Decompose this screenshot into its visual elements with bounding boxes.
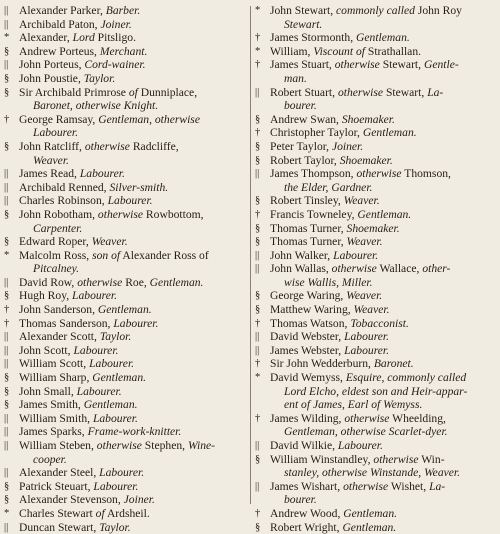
entry-marker: * [4,249,10,261]
person-name: William Sharp, [19,371,90,385]
list-item [255,45,496,59]
entry-description: Cord-wainer. [84,58,146,72]
list-item [4,357,254,371]
entry-marker: § [255,195,261,207]
person-name: Sir Archibald Primrose [19,85,126,99]
entry-marker: † [4,304,10,316]
list-item [255,235,496,249]
entry-continuation-line: ent of James, Earl of Wemyss. [284,398,423,412]
person-name: William Scott, [19,357,87,371]
entry-marker: § [255,304,261,316]
entry-marker: § [255,290,261,302]
entry-marker: || [4,18,9,30]
entry-marker: || [255,249,260,261]
entry-description: Shoemaker. [341,112,395,126]
entry-marker: || [255,86,260,98]
list-item [4,425,254,439]
person-name: John Walker, [270,248,331,262]
person-name: James Smith, [19,398,81,412]
entry-description: otherwise [356,167,402,181]
entry-description: otherwise [96,439,142,452]
list-item [4,344,254,358]
entry-marker: § [255,236,261,248]
entry-marker: || [4,521,9,533]
entry-marker: † [4,317,10,329]
entry-name-continuation: Thomson, [404,167,451,181]
entry-description: Gentleman. [92,371,147,385]
person-name: Andrew Swan, [270,112,339,126]
list-item [255,86,496,113]
list-item [255,371,496,398]
entry-marker: § [255,453,261,465]
entry-name-continuation: John Roy [417,4,462,17]
person-name: John Small, [19,384,74,398]
entry-continuation-line: bourer. [284,493,317,507]
person-name: John Sanderson, [19,303,95,317]
person-name: Malcolm Ross, [19,248,90,262]
person-name: Andrew Porteus, [19,44,97,58]
entry-marker: || [4,440,9,451]
person-name: Matthew Waring, [270,303,351,317]
entry-description: Gentleman. [342,520,397,534]
entry-name-continuation: Wishet, [390,479,427,493]
entry-description: Labourer. [73,343,119,357]
list-item [4,208,254,235]
entry-description: Gentleman. [83,398,138,412]
list-item [4,303,254,317]
person-name: Alexander Stevenson, [19,493,121,507]
person-name: James Read, [19,167,77,181]
list-item [4,439,254,466]
entry-description: Taylor. [99,520,131,534]
entry-description: son of [92,248,121,262]
list-item [4,18,254,32]
entry-marker: † [255,127,261,139]
person-name: James Sparks, [19,425,85,439]
person-name: Hugh Roy, [19,289,70,303]
entry-marker: § [4,385,10,397]
left-column [4,4,254,534]
entry-marker: § [4,372,10,384]
entry-continuation-line: Pitcalney. [33,262,80,276]
list-item [4,371,254,385]
entry-description: otherwise [337,85,384,99]
person-name: Robert Taylor, [270,153,337,167]
entry-description: Taylor. [99,330,132,344]
entry-description-continuation: other- [422,262,451,276]
entry-description: Labourer. [99,466,145,480]
person-name: William Winstandley, [270,452,371,466]
person-name: David Wemyss, [270,371,343,385]
entry-name-continuation: Roe, [125,275,147,289]
entry-name-continuation: Strathallan. [367,44,422,58]
person-name: Charles Stewart [19,506,93,520]
list-item [255,249,496,263]
entry-marker: § [255,154,261,166]
list-item [4,235,254,249]
entry-name-continuation: Pitsligo. [97,31,136,45]
entry-description: Gentleman. [362,126,417,140]
entry-marker: * [4,507,10,519]
entry-marker: § [4,208,10,220]
list-item [255,357,496,371]
entry-continuation-line: Lord Elcho, eldest son and Heir-appar- [284,384,468,398]
person-name: James Wishart, [270,479,341,493]
entry-description: Lord [72,31,95,45]
person-name: Archibald Renned, [19,180,107,194]
entry-description: Labourer. [72,289,118,303]
entry-description: Labourer. [93,479,139,493]
entry-description: Gentleman. [356,31,410,45]
entry-name-continuation: Win- [421,452,445,466]
list-item [255,289,496,303]
person-name: Alexander, [19,31,70,45]
entry-marker: * [255,372,261,384]
list-item [255,154,496,168]
person-name: Alexander Steel, [19,466,97,480]
list-item [255,4,496,31]
person-name: Robert Tinsley, [270,194,341,208]
entry-description: Weaver. [346,235,383,249]
entry-continuation-line: Stewart. [284,17,323,31]
entry-description: otherwise [344,411,390,425]
entry-marker: || [4,168,9,180]
entry-description: otherwise [373,452,419,466]
entry-continuation-line: Weaver. [33,153,69,167]
entry-marker: * [255,5,261,16]
entry-name-continuation: Wallace, [379,262,420,276]
entry-name-continuation: Rowbottom, [145,207,204,221]
entry-description: Weaver. [343,194,380,208]
entry-marker: || [4,331,9,343]
person-name: John Porteus, [19,58,82,72]
list-item [255,453,496,480]
entry-continuation-line: Gentleman, otherwise Scarlet-dyer. [284,425,448,439]
person-name: Edward Roper, [19,235,89,249]
entry-marker: || [255,263,260,275]
entry-continuation-line: wise Wallis, Miller. [284,275,373,289]
entry-description-continuation: Wine- [187,439,215,452]
person-name: George Ramsay, [19,112,96,126]
person-name: Thomas Watson, [270,316,348,330]
person-name: Andrew Wood, [270,506,341,520]
person-name: James Wilding, [270,411,342,425]
list-item [4,289,254,303]
entry-description: Shoemaker. [346,221,400,235]
entry-marker: † [255,317,261,329]
person-name: William Smith, [19,411,91,425]
entry-name-continuation: Stewart, [382,58,422,72]
entry-description: otherwise [331,262,377,276]
entry-name-continuation: Wheelding, [392,411,446,425]
entry-marker: || [4,358,9,370]
list-item [255,262,496,289]
entry-description: Viscount of [313,44,365,58]
entry-marker: || [255,344,260,356]
person-name: Francis Towneley, [270,207,355,221]
person-name: James Stormonth, [270,31,354,45]
list-item [255,167,496,194]
list-item [255,398,496,412]
entry-marker: § [255,521,261,533]
entry-marker: § [255,140,261,152]
entry-description: Joiner. [331,139,364,153]
list-item [255,317,496,331]
entry-description-continuation: La- [429,479,446,493]
person-name: John Robotham, [19,207,96,221]
person-name: Patrick Steuart, [19,479,91,493]
entry-marker: § [4,480,10,492]
entry-name-continuation: Stewart, [385,85,425,99]
person-name: David Wilkie, [270,439,336,452]
entry-description: Gentleman. [97,303,152,317]
entry-description: Weaver. [353,303,390,317]
list-item [255,344,496,358]
list-item [255,412,496,439]
entry-marker: † [255,412,261,424]
entry-marker: † [255,59,261,71]
entry-marker: || [255,480,260,492]
entry-name-continuation: Dunniplace, [140,85,198,99]
list-item [4,249,254,276]
entry-description: otherwise [77,275,123,289]
list-item [4,31,254,45]
entry-name-continuation: Alexander Ross of [122,248,209,262]
list-item [4,480,254,494]
list-item [255,507,496,521]
entry-description: Joiner. [123,493,155,507]
entry-continuation-line: Carpenter. [33,221,83,235]
person-name: James Stuart, [270,58,332,72]
list-item [4,521,254,534]
list-item [4,385,254,399]
list-item [4,72,254,86]
entry-description: Labourer. [344,343,390,357]
entry-marker: || [4,276,9,288]
person-name: David Row, [19,275,75,289]
entry-description: Weaver. [91,235,128,249]
entry-marker: || [4,467,9,479]
list-item [4,86,254,113]
list-item [4,412,254,426]
entry-marker: § [4,72,10,84]
person-name: James Webster, [270,343,342,357]
person-name: William, [270,44,311,58]
entry-marker: § [255,222,261,234]
list-item [255,480,496,507]
entry-marker: || [4,59,9,71]
entry-description-continuation: Gentle- [423,58,459,72]
list-item [255,521,496,534]
list-item [4,181,254,195]
person-name: Robert Stuart, [270,85,336,99]
entry-description: Frame-work-knitter. [87,425,182,439]
entry-marker: § [255,113,261,125]
list-item [255,126,496,140]
entry-description: Joiner. [100,17,132,31]
entry-continuation-line: Labourer. [33,126,78,140]
entry-marker: * [4,32,10,44]
entry-marker: † [255,32,261,44]
list-item [4,58,254,72]
entry-marker: † [4,113,10,125]
list-item [4,167,254,181]
list-item [255,222,496,236]
entry-description: Gentleman. [343,506,398,520]
entry-marker: || [4,195,9,207]
entry-marker: § [4,86,10,98]
entry-description: Labourer. [76,384,122,398]
person-name: Alexander Parker, [19,4,103,17]
entry-marker: || [255,168,260,180]
entry-description: of [128,85,138,99]
person-name: Thomas Turner, [270,221,344,235]
entry-marker: § [4,290,10,302]
person-name: Thomas Sanderson, [19,316,111,330]
list-item [255,113,496,127]
entry-marker: § [4,45,10,57]
entry-name-continuation: Stephen, [144,439,186,452]
list-item [4,45,254,59]
entry-description: Labourer. [337,439,383,452]
person-name: Duncan Stewart, [19,520,97,534]
right-column [255,4,496,534]
entry-continuation-line: the Elder, Gardner. [284,180,373,194]
person-name: Robert Wright, [270,520,340,534]
entry-name-continuation: Radcliffe, [132,139,179,153]
entry-marker: || [4,426,9,438]
list-item [255,31,496,45]
entry-marker: || [4,344,9,356]
entry-description: Labourer. [333,248,379,262]
entry-description: otherwise [84,139,130,153]
person-name: Alexander Scott, [19,330,97,344]
list-item [255,330,496,344]
entry-description: Merchant. [99,44,148,58]
entry-description: of [95,506,105,520]
entry-description: Taylor. [83,71,116,85]
entry-continuation-line: cooper. [33,452,67,466]
entry-description: Labourer. [79,167,125,181]
entry-marker: || [4,181,9,193]
entry-description: Labourer. [113,316,159,330]
entry-description: otherwise [334,58,380,72]
list-item [4,466,254,480]
list-item [4,194,254,208]
person-name: Archibald Paton, [19,17,98,31]
entry-description: Esquire, commonly called [345,371,467,385]
person-name: Peter Taylor, [270,139,330,153]
entry-marker: § [4,399,10,411]
list-item [4,493,254,507]
entry-description: Labourer. [344,330,390,344]
entry-marker: || [4,412,9,424]
entry-marker: † [255,208,261,220]
list-item [255,439,496,453]
entry-description: Labourer. [89,357,135,371]
entry-description: Gentleman. [357,207,412,221]
entry-marker: § [4,494,10,506]
entry-marker: || [4,5,9,16]
entry-marker: † [255,358,261,370]
list-item [4,317,254,331]
list-item [255,208,496,222]
person-name: William Steben, [19,439,94,452]
person-name: John Poustie, [19,71,81,85]
entry-description: Gentleman, otherwise [98,112,200,126]
entry-marker: || [255,440,260,451]
entry-continuation-line: bourer. [284,99,317,113]
list-item [4,276,254,290]
person-name: George Waring, [270,289,344,303]
entry-continuation-line: stanley, otherwise Winstande, Weaver. [284,466,461,480]
entry-description-continuation: La- [427,85,444,99]
entry-continuation-line: man. [284,71,307,85]
entry-marker: § [4,236,10,248]
list-item [255,303,496,317]
entry-marker: || [255,331,260,343]
list-item [255,140,496,154]
person-name: David Webster, [270,330,342,344]
person-name: Charles Robinson, [19,194,105,208]
list-item [255,58,496,85]
list-item [4,507,254,521]
person-name: Sir John Wedderburn, [270,357,371,371]
entry-name-continuation: Ardsheil. [106,506,150,520]
list-item [4,4,254,18]
entry-description: Shoemaker. [339,153,393,167]
person-name: John Stewart, [270,4,334,17]
entry-description: commonly called [336,4,415,17]
entry-description: Tobacconist. [350,316,409,330]
entry-description: otherwise [97,207,144,221]
entry-description: Labourer. [92,411,138,425]
entry-marker: * [255,45,261,57]
entry-description: Silver-smith. [109,180,169,194]
entry-continuation-line: Baronet, otherwise Knight. [33,99,159,113]
entry-description: Weaver. [346,289,383,303]
entry-marker: † [255,507,261,519]
list-item [4,113,254,140]
person-name: John Scott, [19,343,71,357]
entry-description-continuation: Gentleman. [149,275,204,289]
list-item [4,140,254,167]
person-name: James Thompson, [270,167,354,181]
person-name: John Wallas, [270,262,329,276]
person-name: Thomas Turner, [270,235,344,249]
entry-marker: § [4,140,10,152]
list-item [255,194,496,208]
entry-description: Baronet. [373,357,414,371]
list-item [4,398,254,412]
list-item [4,330,254,344]
entry-description: Labourer. [107,194,153,208]
entry-description: otherwise [343,479,389,493]
person-name: Christopher Taylor, [270,126,360,140]
entry-description: Barber. [105,4,141,17]
person-name: John Ratcliff, [19,139,82,153]
